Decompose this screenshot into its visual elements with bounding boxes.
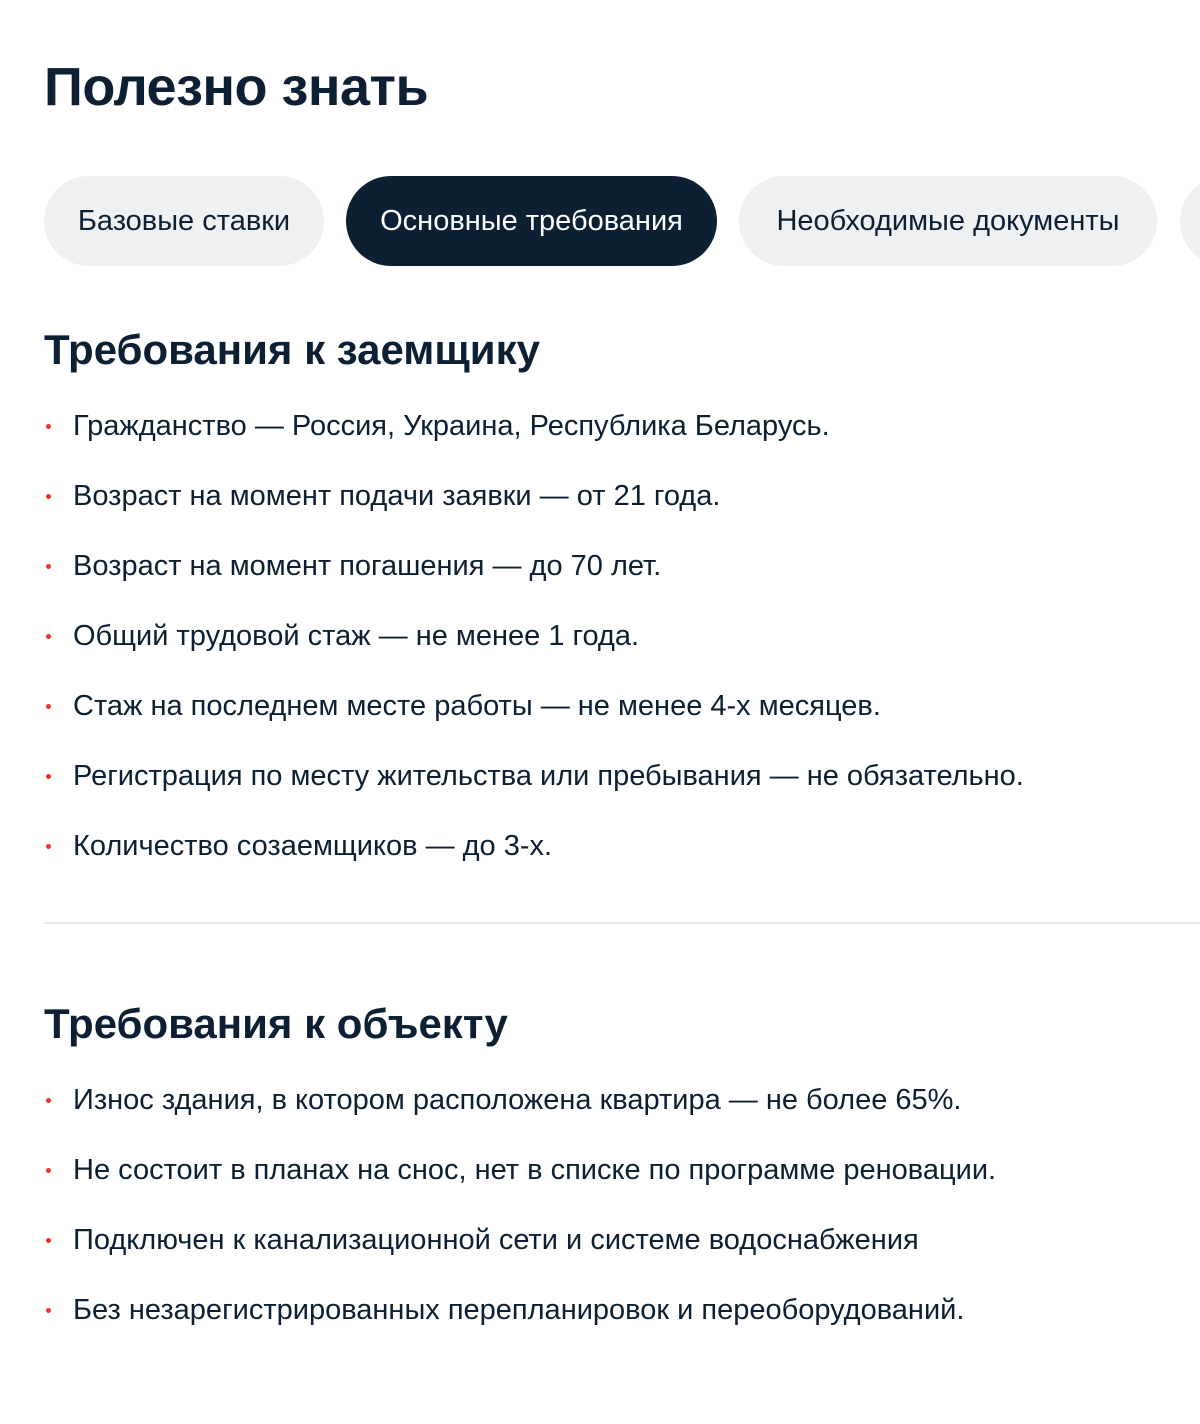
list-item-text: Без незарегистрированных перепланировок и переоборудований. — [73, 1294, 965, 1326]
borrower-requirements-heading: Требования к заемщику — [44, 326, 540, 373]
bullet-dot-icon — [46, 1168, 51, 1173]
list-item-text: Возраст на момент подачи заявки — от 21 года. — [73, 480, 721, 512]
list-item-text: Гражданство — Россия, Украина, Республика Беларусь. — [73, 410, 830, 442]
bullet-dot-icon — [46, 1098, 51, 1103]
list-item-text: Стаж на последнем месте работы — не менее 4-х месяцев. — [73, 690, 881, 722]
list-item — [44, 741, 1200, 811]
list-item-text: Регистрация по месту жительства или пребывания — не обязательно. — [73, 760, 1024, 792]
object-requirements-heading: Требования к объекту — [44, 1000, 508, 1047]
tab-base-rates[interactable]: Базовые ставки — [44, 176, 324, 266]
tab-required-documents[interactable]: Необходимые документы — [739, 176, 1157, 266]
list-item — [44, 1135, 1200, 1205]
borrower-requirements-list — [44, 391, 1200, 881]
section-divider — [44, 922, 1200, 924]
page-title: Полезно знать — [44, 57, 429, 117]
list-item-text: Износ здания, в котором расположена квартира — не более 65%. — [73, 1084, 962, 1116]
list-item-text: Подключен к канализационной сети и системе водоснабжения — [73, 1224, 919, 1256]
list-item — [44, 391, 1200, 461]
list-item-text: Не состоит в планах на снос, нет в списке по программе реновации. — [73, 1154, 997, 1186]
list-item — [44, 671, 1200, 741]
list-item — [44, 811, 1200, 881]
list-item-text: Количество созаемщиков — до 3-х. — [73, 830, 553, 862]
list-item — [44, 531, 1200, 601]
list-item — [44, 601, 1200, 671]
bullet-dot-icon — [46, 1238, 51, 1243]
object-requirements-list — [44, 1065, 1200, 1345]
tab-bar — [44, 176, 1200, 266]
list-item — [44, 1065, 1200, 1135]
list-item — [44, 461, 1200, 531]
list-item-text: Общий трудовой стаж — не менее 1 года. — [73, 620, 640, 652]
bullet-dot-icon — [46, 494, 51, 499]
bullet-dot-icon — [46, 704, 51, 709]
bullet-dot-icon — [46, 424, 51, 429]
list-item-text: Возраст на момент погашения — до 70 лет. — [73, 550, 662, 582]
bullet-dot-icon — [46, 844, 51, 849]
tab-main-requirements[interactable]: Основные требования — [346, 176, 717, 266]
tab-next-partial[interactable] — [1180, 176, 1200, 266]
list-item — [44, 1275, 1200, 1345]
bullet-dot-icon — [46, 564, 51, 569]
bullet-dot-icon — [46, 634, 51, 639]
bullet-dot-icon — [46, 1308, 51, 1313]
bullet-dot-icon — [46, 774, 51, 779]
list-item — [44, 1205, 1200, 1275]
